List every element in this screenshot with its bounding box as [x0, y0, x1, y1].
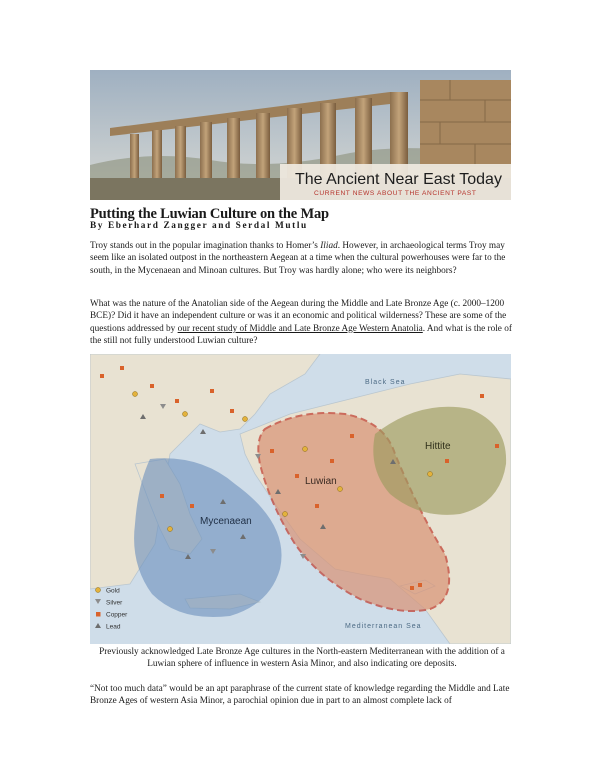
article-byline: By Eberhard Zangger and Serdal Mutlu [90, 221, 308, 231]
ruins-photo [90, 70, 511, 200]
article-title: Putting the Luwian Culture on the Map [90, 206, 329, 222]
mycenaean-label: Mycenaean [200, 516, 252, 527]
legend-copper: Copper [106, 611, 128, 619]
legend-silver: Silver [106, 599, 123, 607]
paragraph-questions [90, 298, 514, 347]
paragraph-text: What was the nature of the Anatolian side of the Aegean during the Middle and Late Bronze Age (c. 2000–1200 BCE)? Did it have an independent culture or was it an economic and political wilderness? These are some of the questions addressed by [90, 299, 507, 334]
hittite-label: Hittite [425, 441, 451, 452]
iliad-title: Iliad [320, 241, 338, 251]
paragraph-intro [90, 240, 514, 277]
paragraph-text: Troy stands out in the popular imagination thanks to Homer’s [90, 241, 321, 251]
black-sea-label: Black Sea [365, 379, 406, 386]
legend-lead: Lead [106, 623, 121, 631]
banner-subtitle: CURRENT NEWS ABOUT THE ANCIENT PAST [314, 190, 477, 197]
banner-title: The Ancient Near East Today [295, 171, 502, 188]
culture-map [90, 354, 511, 644]
study-link[interactable]: our recent study of Middle and Late Bronze Age Western Anatolia [177, 323, 423, 334]
legend-gold: Gold [106, 587, 120, 595]
luwian-label: Luwian [305, 476, 337, 487]
paragraph-text: . And what is the role of the still not fully understood Luwian culture? [90, 323, 512, 346]
header-banner [90, 70, 511, 200]
copper-legend-icon [96, 612, 101, 617]
gold-legend-icon [96, 588, 101, 593]
paragraph-text: . However, in archaeological terms Troy may seem like an isolated outpost in the northeastern Aegean at a time when the cultural powerhouses were far to the south, in the Mycenaean and Minoan cultures. But Troy was hardly alone; who were its neighbors? [90, 241, 506, 276]
map-figure [90, 354, 511, 644]
map-caption: Previously acknowledged Late Bronze Age cultures in the North-eastern Mediterranean with the addition of a Luwian sphere of influence in western Asia Minor, and also indicating ore deposits. [99, 647, 505, 670]
paragraph-data: “Not too much data” would be an apt paraphrase of the current state of knowledge regarding the Middle and Late Bronze Ages of western Asia Minor, a parochial opinion due in part to an almost complete lack of [90, 684, 510, 707]
mediterranean-label: Mediterranean Sea [345, 623, 422, 630]
